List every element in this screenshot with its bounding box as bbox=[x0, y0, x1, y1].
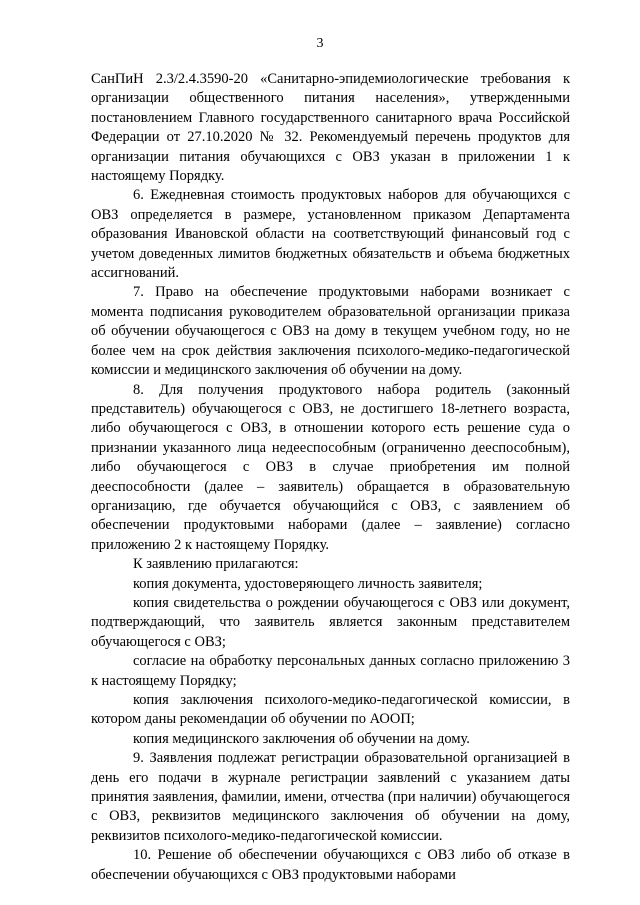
attachment-item-id-copy: копия документа, удостоверяющего личность заявителя; bbox=[133, 575, 483, 592]
paragraph-6: 6. Ежедневная стоимость продуктовых наборов для обучающихся с ОВЗ определяется в размере, установленном приказом Департамента образования Ивановской области на соответствующий финансовый год с учетом доведенных лимитов бюджетных обязательств и объема бюджетных ассигнований. bbox=[91, 187, 570, 282]
document-body bbox=[91, 70, 570, 885]
paragraph-sanpin-continuation: СанПиН 2.3/2.4.3590-20 «Санитарно-эпидемиологические требования к организации общественного питания населения», утвержденными постановлением Главного государственного санитарного врача Российской Федерации от 27.10.2020 № 32. Рекомендуемый перечень продуктов для организации питания обучающихся с ОВЗ указан в приложении 1 к настоящему Порядку. bbox=[91, 71, 570, 185]
attachment-item-birth-certificate: копия свидетельства о рождении обучающегося с ОВЗ или документ, подтверждающий, что заявитель является законным представителем обучающегося с ОВЗ; bbox=[91, 594, 570, 650]
paragraph-7: 7. Право на обеспечение продуктовыми наборами возникает с момента подписания руководителем образовательной организации приказа об обучении обучающегося с ОВЗ на дому в текущем учебном году, но не более чем на срок действия заключения психолого-медико-педагогической комиссии и медицинского заключения об обучении на дому. bbox=[91, 284, 570, 379]
paragraph-8: 8. Для получения продуктового набора родитель (законный представитель) обучающегося с ОВЗ, не достигшего 18-летнего возраста, либо обучающегося с ОВЗ, в отношении которого есть решение суда о признании указанного лица недееспособным (ограниченно дееспособным), либо обучающегося с ОВЗ в случае приобретения им полной дееспособности (далее – заявитель) обращается в образовательную организацию, где обучается обучающийся с ОВЗ, с заявлением об обеспечении продуктовыми наборами (далее – заявление) согласно приложению 2 к настоящему Порядку. bbox=[91, 381, 570, 553]
attachment-item-medical-conclusion: копия медицинского заключения об обучении на дому. bbox=[133, 730, 470, 747]
attachments-intro: К заявлению прилагаются: bbox=[133, 556, 299, 573]
paragraph-10: 10. Решение об обеспечении обучающихся с ОВЗ либо об отказе в обеспечении обучающихся с ОВЗ продуктовыми наборами bbox=[91, 847, 570, 883]
attachment-item-consent: согласие на обработку персональных данных согласно приложению 3 к настоящему Порядку; bbox=[91, 653, 570, 689]
paragraph-9: 9. Заявления подлежат регистрации образовательной организацией в день его подачи в журнале регистрации заявлений с указанием даты принятия заявления, фамилии, имени, отчества (при наличии) обучающегося с ОВЗ, реквизитов медицинского заключения об обучении на дому, реквизитов психолого-медико-педагогической комиссии. bbox=[91, 750, 570, 844]
page-number: 3 bbox=[316, 36, 324, 51]
attachment-item-pmpk-conclusion: копия заключения психолого-медико-педагогической комиссии, в котором даны рекомендации об обучении по АООП; bbox=[91, 692, 570, 728]
